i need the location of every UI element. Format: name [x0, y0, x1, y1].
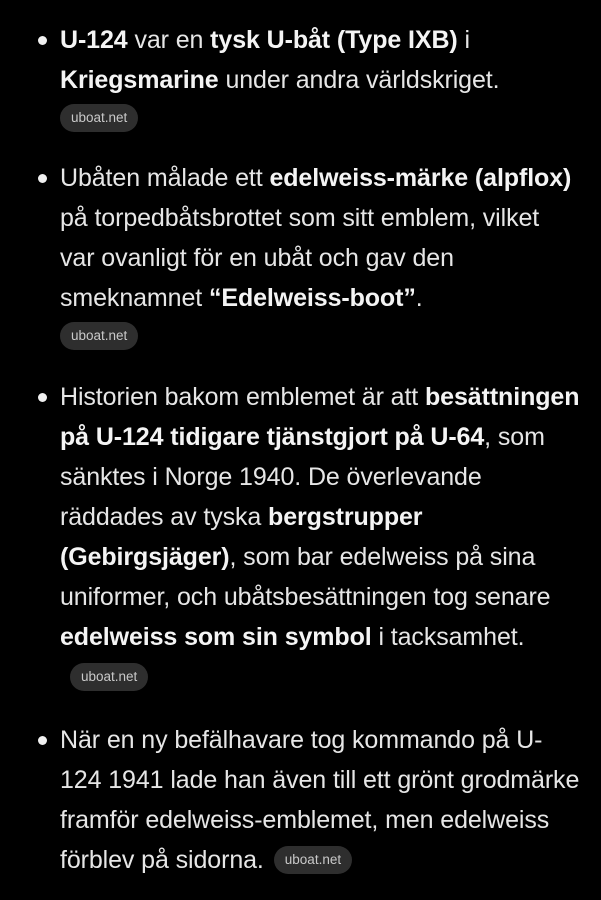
- text-run: på torpedbåtsbrottet som sitt emblem, vilket var ovanligt för en ubåt och gav den smeknamnet: [60, 204, 540, 312]
- text-run: , som bar edelweiss på sina uniformer, och ubåtsbesättningen tog senare: [60, 543, 551, 611]
- list-item: [60, 20, 580, 132]
- source-link-uboat[interactable]: uboat.net: [70, 663, 148, 691]
- bullet-dot: [38, 393, 47, 402]
- bold-text-run: edelweiss som sin symbol: [60, 623, 372, 651]
- text-run: .: [415, 284, 423, 312]
- bold-text-run: U-124: [60, 26, 128, 54]
- text-run: , som sänktes i Norge 1940. De överlevande räddades av tyska: [60, 423, 545, 531]
- text-run: under andra världskriget.: [218, 66, 500, 94]
- text-run: Ubåten målade ett: [60, 164, 270, 192]
- list-item-text: [60, 164, 571, 312]
- bold-text-run: “Edelweiss-boot”: [208, 284, 416, 312]
- list-item-text: [60, 26, 499, 94]
- text-run: var en: [127, 26, 211, 54]
- text-run: i tacksamhet.: [371, 623, 525, 651]
- bold-text-run: bergstrupper (Gebirgsjäger): [60, 503, 423, 571]
- bullet-dot: [38, 36, 47, 45]
- bold-text-run: Kriegsmarine: [60, 66, 219, 94]
- text-run: i: [457, 26, 470, 54]
- text-run: När en ny befälhavare tog kommando på U-124 1941 lade han även till ett grönt grodmärke framför edelweiss-emblemet, men edelweiss förblev på sidorna.: [60, 726, 580, 874]
- source-link-uboat[interactable]: uboat.net: [60, 322, 138, 350]
- bold-text-run: edelweiss-märke (alpflox): [269, 164, 572, 192]
- list-item-text: [60, 383, 579, 651]
- list-item: [60, 158, 580, 350]
- bold-text-run: besättningen på U-124 tidigare tjänstgjort på U-64: [60, 383, 580, 451]
- text-run: Historien bakom emblemet är att: [60, 383, 426, 411]
- list-item: [60, 720, 580, 880]
- list-item: [60, 377, 580, 697]
- source-link-uboat[interactable]: uboat.net: [274, 846, 352, 874]
- bullet-dot: [38, 736, 47, 745]
- source-link-uboat[interactable]: uboat.net: [60, 104, 138, 132]
- bullet-dot: [38, 174, 47, 183]
- bold-text-run: tysk U-båt (Type IXB): [210, 26, 458, 54]
